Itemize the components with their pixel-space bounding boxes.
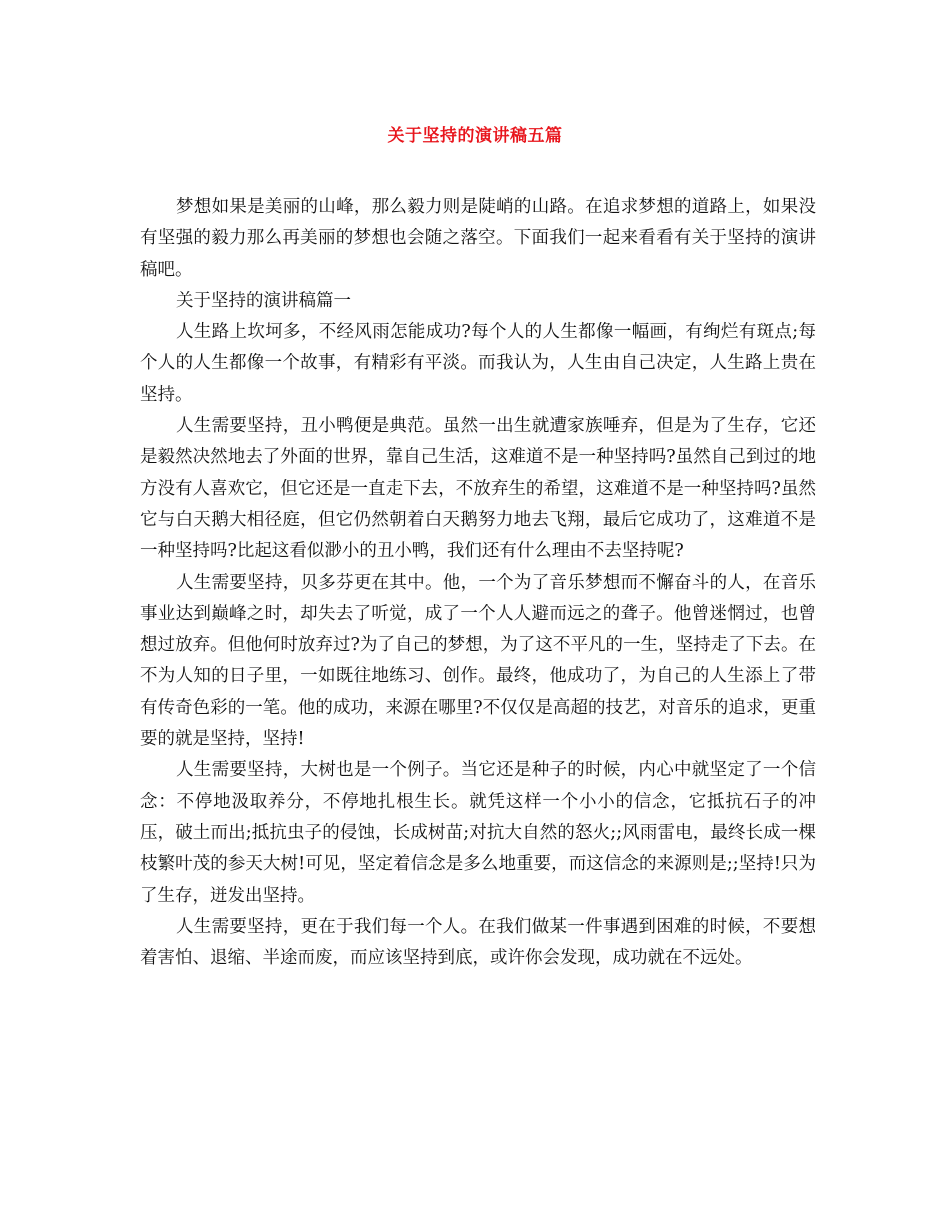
body-paragraph: 人生路上坎坷多，不经风雨怎能成功?每个人的人生都像一幅画，有绚烂有斑点;每个人的人生都像一个故事，有精彩有平淡。而我认为，人生由自己决定，人生路上贵在坚持。 [140, 322, 816, 405]
document-body [140, 192, 816, 974]
body-paragraph: 人生需要坚持，大树也是一个例子。当它还是种子的时候，内心中就坚定了一个信念：不停地汲取养分，不停地扎根生长。就凭这样一个小小的信念，它抵抗石子的冲压，破土而出;抵抗虫子的侵蚀，长成树苗;对抗大自然的怒火;;风雨雷电，最终长成一棵枝繁叶茂的参天大树!可见，坚定着信念是多么地重要，而这信念的来源则是;;坚持!只为了生存，迸发出坚持。 [140, 760, 816, 906]
section-heading: 关于坚持的演讲稿篇一 [176, 290, 351, 311]
document-title: 关于坚持的演讲稿五篇 [387, 126, 563, 146]
intro-paragraph: 梦想如果是美丽的山峰，那么毅力则是陡峭的山路。在追求梦想的道路上，如果没有坚强的毅力那么再美丽的梦想也会随之落空。下面我们一起来看看有关于坚持的演讲稿吧。 [140, 197, 816, 280]
body-paragraph: 人生需要坚持，更在于我们每一个人。在我们做某一件事遇到困难的时候，不要想着害怕、退缩、半途而废，而应该坚持到底，或许你会发现，成功就在不远处。 [140, 916, 816, 969]
body-paragraph: 人生需要坚持，贝多芬更在其中。他，一个为了音乐梦想而不懈奋斗的人，在音乐事业达到巅峰之时，却失去了听觉，成了一个人人避而远之的聋子。他曾迷惘过，也曾想过放弃。但他何时放弃过?为了自己的梦想，为了这不平凡的一生，坚持走了下去。在不为人知的日子里，一如既往地练习、创作。最终，他成功了，为自己的人生添上了带有传奇色彩的一笔。他的成功，来源在哪里?不仅仅是高超的技艺，对音乐的追求，更重要的就是坚持，坚持! [140, 572, 816, 750]
body-paragraph: 人生需要坚持，丑小鸭便是典范。虽然一出生就遭家族唾弃，但是为了生存，它还是毅然决然地去了外面的世界，靠自己生活，这难道不是一种坚持吗?虽然自己到过的地方没有人喜欢它，但它还是一直走下去，不放弃生的希望，这难道不是一种坚持吗?虽然它与白天鹅大相径庭，但它仍然朝着白天鹅努力地去飞翔，最后它成功了，这难道不是一种坚持吗?比起这看似渺小的丑小鸭，我们还有什么理由不去坚持呢? [140, 416, 816, 562]
